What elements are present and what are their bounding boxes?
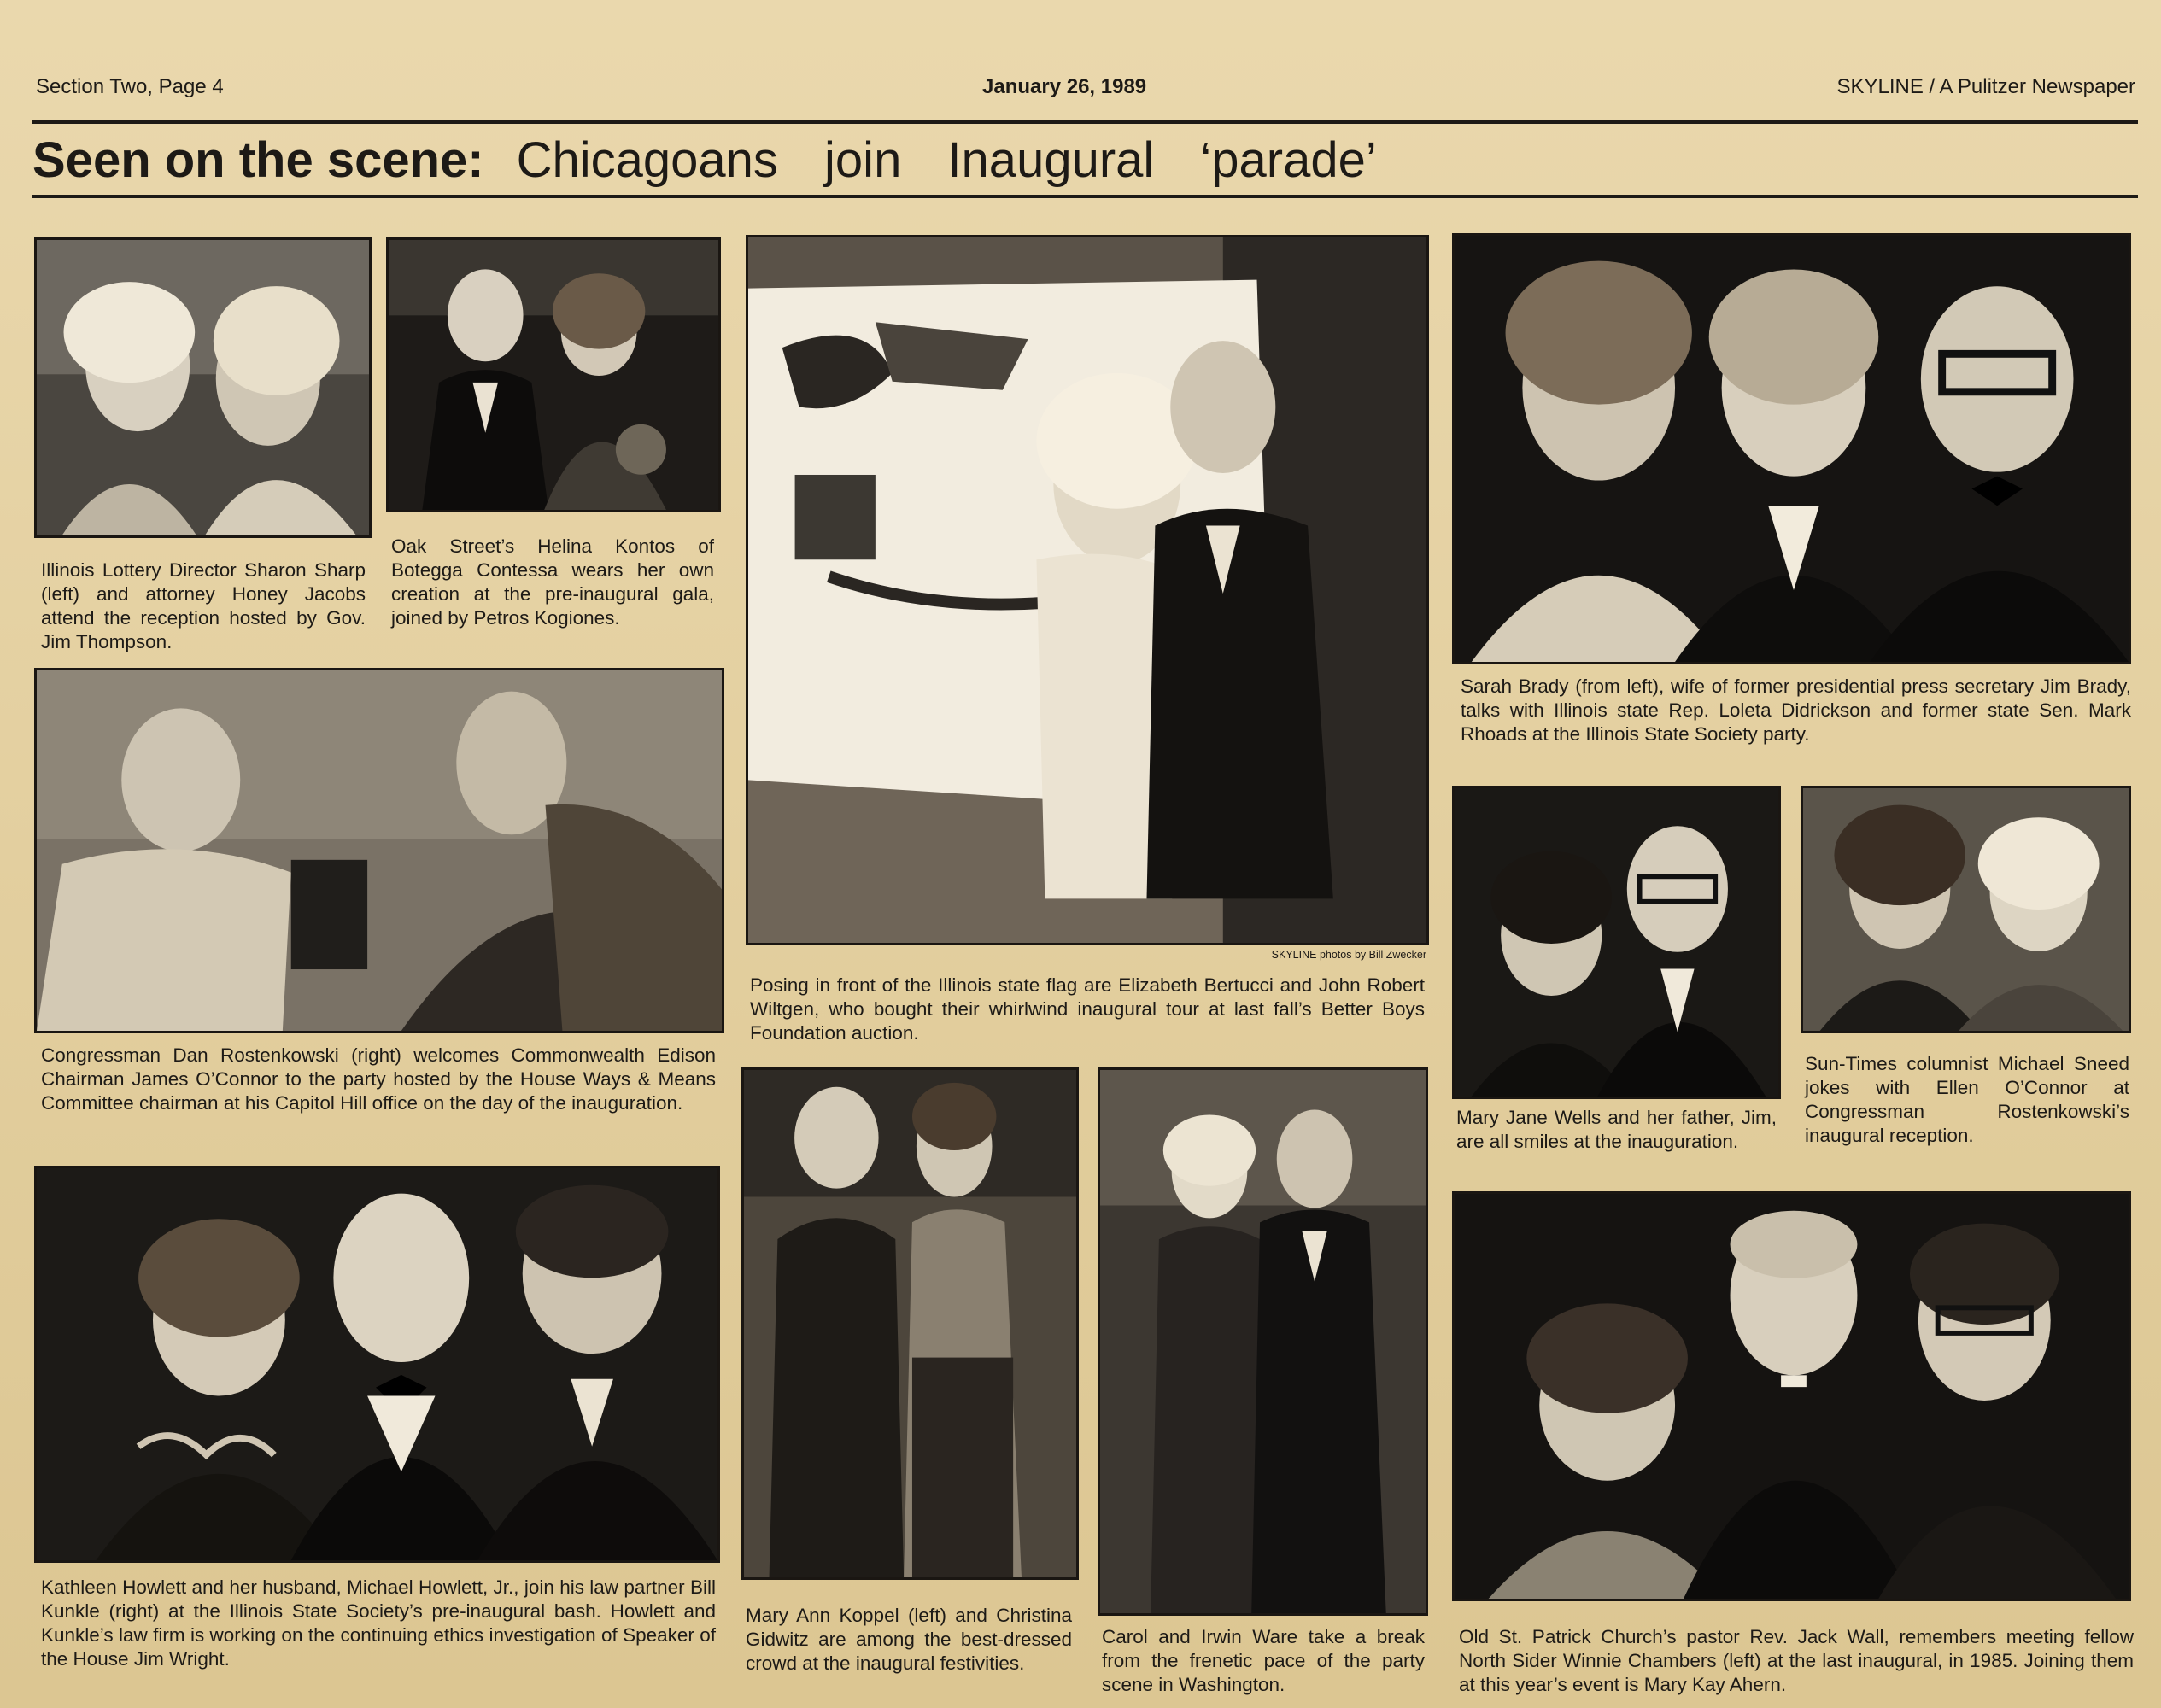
headline-rest: Chicagoans join Inaugural ‘parade’ bbox=[516, 132, 1377, 188]
issue-date: January 26, 1989 bbox=[982, 75, 1147, 98]
caption-ware: Carol and Irwin Ware take a break from the frenetic pace of the party scene in Washington. bbox=[1102, 1626, 1425, 1695]
photo-bertucci-wiltgen-flag bbox=[746, 235, 1429, 945]
caption-rostenkowski: Congressman Dan Rostenkowski (right) welcomes Commonwealth Edison Chairman James O’Connor to the party hosted by the House Ways & Means Committee chairman at his Capitol Hill office on the day of the inauguration. bbox=[41, 1044, 716, 1114]
caption-kontos: Oak Street’s Helina Kontos of Botegga Contessa wears her own creation at the pre-inaugural gala, joined by Petros Kogiones. bbox=[391, 535, 714, 629]
photo-sharp-jacobs bbox=[34, 237, 372, 538]
photo-mary-jane-wells bbox=[1452, 786, 1781, 1099]
photo-credit: SKYLINE photos by Bill Zwecker bbox=[1271, 949, 1426, 961]
caption-sharp-jacobs: Illinois Lottery Director Sharon Sharp (left) and attorney Honey Jacobs attend the reception hosted by Gov. Jim Thompson. bbox=[41, 559, 366, 652]
header-rule bbox=[32, 120, 2138, 124]
photo-howlett-kunkle bbox=[34, 1166, 720, 1563]
photo-kontos-kogiones bbox=[386, 237, 721, 512]
photo-carol-irwin-ware bbox=[1098, 1068, 1428, 1616]
newspaper-name: SKYLINE / A Pulitzer Newspaper bbox=[1836, 75, 2135, 98]
caption-bertucci: Posing in front of the Illinois state flag are Elizabeth Bertucci and John Robert Wiltgen, who bought their whirlwind inaugural tour at last fall’s Better Boys Foundation auction. bbox=[750, 974, 1425, 1044]
headline-lead: Seen on the scene: bbox=[32, 132, 484, 188]
photo-brady-didrickson-rhoads bbox=[1452, 233, 2131, 664]
caption-koppel: Mary Ann Koppel (left) and Christina Gidwitz are among the best-dressed crowd at the inaugural festivities. bbox=[746, 1605, 1072, 1674]
photo-wall-chambers-ahern bbox=[1452, 1191, 2131, 1601]
caption-wells: Mary Jane Wells and her father, Jim, are all smiles at the inauguration. bbox=[1456, 1107, 1777, 1152]
photo-koppel-gidwitz bbox=[741, 1068, 1079, 1580]
caption-howlett: Kathleen Howlett and her husband, Michael Howlett, Jr., join his law partner Bill Kunkle (right) at the Illinois State Society’s pre-inaugural bash. Howlett and Kunkle’s law firm is working on the continuing ethics investigation of Speaker of the House Jim Wright. bbox=[41, 1576, 716, 1670]
caption-sneed: Sun-Times columnist Michael Sneed jokes with Ellen O’Connor at Congressman Rostenkowski’s inaugural reception. bbox=[1805, 1053, 2129, 1146]
photo-rostenkowski-oconnor bbox=[34, 668, 724, 1033]
caption-wall: Old St. Patrick Church’s pastor Rev. Jack Wall, remembers meeting fellow North Sider Winnie Chambers (left) at the last inaugural, in 1985. Joining them at this year’s event is Mary Kay Ahern. bbox=[1459, 1626, 2134, 1695]
photo-sneed-oconnor bbox=[1801, 786, 2131, 1033]
page-section-label: Section Two, Page 4 bbox=[36, 75, 224, 98]
page-headline bbox=[32, 130, 1377, 191]
caption-brady: Sarah Brady (from left), wife of former presidential press secretary Jim Brady, talks with Illinois state Rep. Loleta Didrickson and former state Sen. Mark Rhoads at the Illinois State Society party. bbox=[1461, 676, 2131, 745]
headline-rule bbox=[32, 195, 2138, 198]
